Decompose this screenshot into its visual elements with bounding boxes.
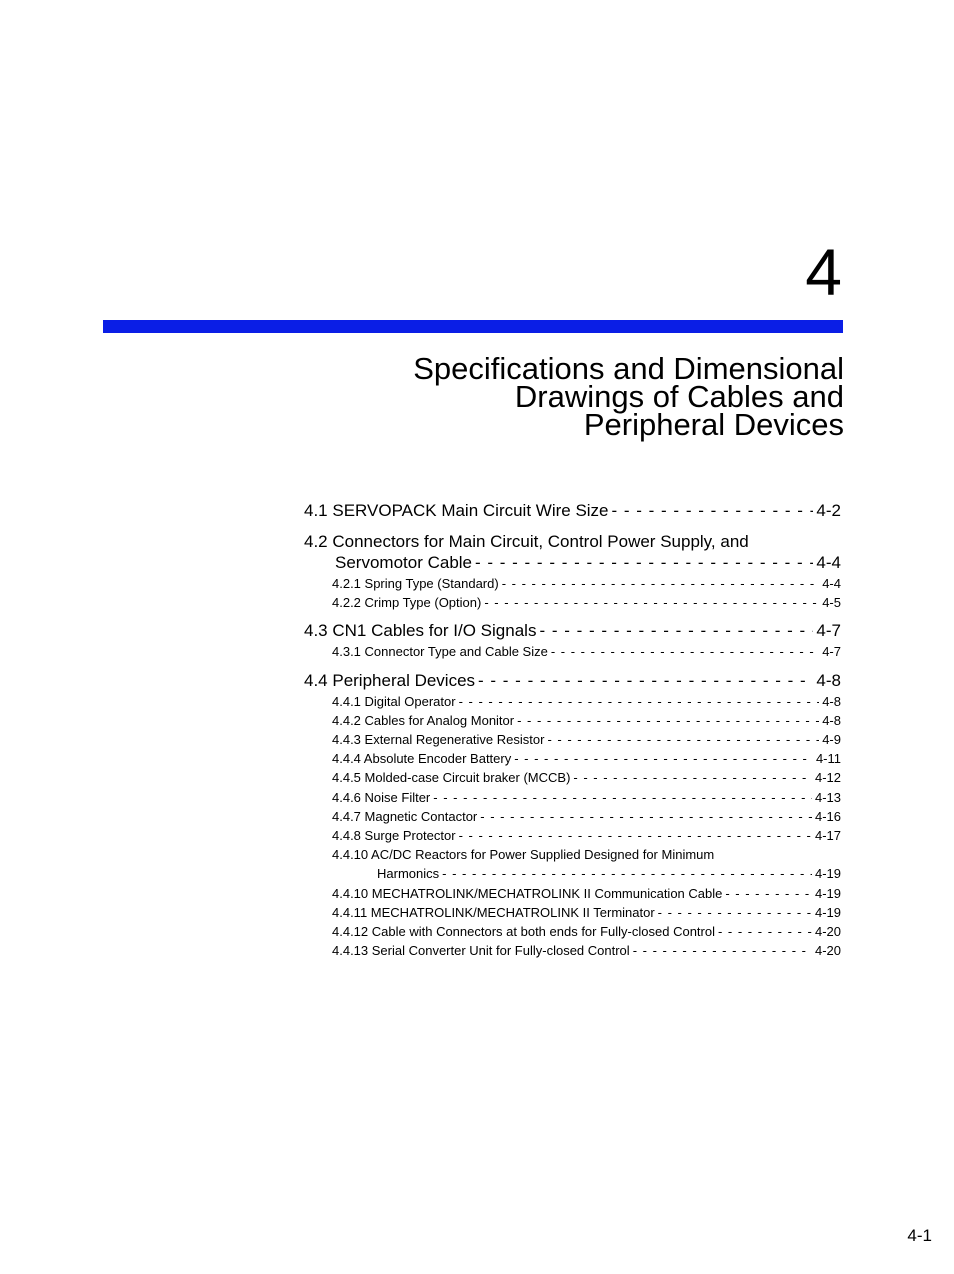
toc-leader-dots [551,642,819,661]
toc-leader-dots [475,552,813,574]
toc-entry-label: 4.4.10 MECHATROLINK/MECHATROLINK II Communication Cable [332,885,723,901]
toc-entry-label: 4.4 Peripheral Devices [304,670,476,690]
toc-entry-4-4-7[interactable] [304,807,841,826]
toc-leader-dots [633,941,812,960]
toc-entry-4-4-3[interactable] [304,730,841,749]
toc-leader-dots [484,593,819,612]
toc-entry-label: 4.4.6 Noise Filter [332,789,431,805]
toc-entry-label: 4.2.1 Spring Type (Standard) [332,576,499,591]
toc-entry-4-4-1[interactable] [304,692,841,711]
toc-entry-4-4-5[interactable] [304,768,841,787]
toc-leader-dots [480,807,812,826]
toc-entry-4-2[interactable] [304,531,841,574]
toc-entry-page: 4-11 [815,751,841,767]
toc-entry-page: 4-7 [822,644,841,660]
toc-entry-label: 4.3 CN1 Cables for I/O Signals [304,621,537,641]
toc-entry-4-4-10-reactors[interactable] [304,845,841,883]
toc-entry-page: 4-20 [814,943,841,959]
toc-leader-dots [514,749,813,768]
toc-entry-page: 4-17 [814,828,841,844]
toc-entry-page: 4-8 [822,712,841,728]
toc-leader-dots [658,903,812,922]
toc-entry-label: 4.3.1 Connector Type and Cable Size [332,644,548,660]
toc-leader-dots [517,711,819,730]
toc-entry-label: 4.4.5 Molded-case Circuit braker (MCCB) [332,770,571,786]
toc-entry-4-3-1[interactable] [304,642,841,661]
toc-leader-dots [718,922,812,941]
toc-entry-4-2-1[interactable] [304,574,841,593]
toc-entry-page: 4-4 [816,553,841,572]
toc-entry-page: 4-12 [814,770,841,786]
toc-entry-label: 4.4.11 MECHATROLINK/MECHATROLINK II Terminator [332,904,655,920]
toc-entry-page: 4-7 [816,621,841,641]
toc-leader-dots [442,864,812,883]
toc-leader-dots [612,500,814,522]
toc-leader-dots [547,730,819,749]
page-number: 4-1 [907,1226,932,1245]
toc-entry-label: 4.4.2 Cables for Analog Monitor [332,712,515,728]
toc-entry-label: 4.4.8 Surge Protector [332,828,456,844]
toc-entry-4-4-8[interactable] [304,826,841,845]
toc-entry-page: 4-8 [822,693,841,709]
toc-entry-4-3[interactable] [304,620,841,642]
toc-entry-4-4[interactable] [304,670,841,692]
toc-leader-dots [459,826,812,845]
toc-entry-label: 4.1 SERVOPACK Main Circuit Wire Size [304,501,609,520]
toc-entry-label: 4.4.10 AC/DC Reactors for Power Supplied Designed for Minimum [332,847,715,863]
toc-entry-page: 4-19 [814,904,841,920]
toc-entry-label: 4.4.13 Serial Converter Unit for Fully-closed Control [332,943,630,959]
toc-entry-page: 4-13 [814,789,841,805]
toc-entry-page: 4-4 [822,576,841,591]
toc-entry-page: 4-8 [816,670,841,690]
toc-entry-label: 4.4.12 Cable with Connectors at both ends for Fully-closed Control [332,924,715,940]
toc-entry-page: 4-19 [814,866,841,882]
toc-entry-page: 4-16 [814,808,841,824]
toc-leader-dots [478,670,813,692]
toc-entry-page: 4-19 [814,885,841,901]
chapter-title-line: Specifications and Dimensional [413,351,844,386]
toc-entry-page: 4-5 [822,595,841,611]
toc-entry-4-4-11[interactable] [304,903,841,922]
toc-entry-4-4-6[interactable] [304,788,841,807]
chapter-divider-bar [103,320,843,333]
toc-leader-dots [539,620,813,642]
toc-entry-4-4-10-mechatrolink-cable[interactable] [304,884,841,903]
toc-entry-label: 4.4.1 Digital Operator [332,693,456,709]
toc-entry-page: 4-2 [816,501,841,520]
toc-entry-4-4-12[interactable] [304,922,841,941]
toc-entry-4-1[interactable] [304,500,841,522]
toc-leader-dots [433,788,812,807]
toc-entry-label: 4.2 Connectors for Main Circuit, Control Power Supply, and [304,532,749,551]
table-of-contents [304,500,841,960]
toc-leader-dots [725,884,812,903]
chapter-title [244,351,844,442]
toc-entry-page: 4-20 [814,924,841,940]
toc-entry-4-4-13[interactable] [304,941,841,960]
toc-entry-4-2-2[interactable] [304,593,841,612]
toc-entry-label: 4.4.4 Absolute Encoder Battery [332,751,512,767]
toc-entry-label: 4.4.3 External Regenerative Resistor [332,732,545,748]
chapter-number: 4 [805,235,842,309]
toc-entry-label-continued: Harmonics [377,866,440,882]
chapter-title-line: Drawings of Cables and [514,379,844,414]
toc-entry-label: 4.4.7 Magnetic Contactor [332,808,478,824]
toc-entry-page: 4-9 [822,732,841,748]
toc-entry-4-4-4[interactable] [304,749,841,768]
toc-leader-dots [459,692,820,711]
toc-entry-label-continued: Servomotor Cable [335,553,473,572]
chapter-title-line: Peripheral Devices [583,407,844,442]
toc-entry-label: 4.2.2 Crimp Type (Option) [332,595,482,611]
toc-leader-dots [573,768,812,787]
toc-leader-dots [502,574,820,593]
toc-entry-4-4-2[interactable] [304,711,841,730]
